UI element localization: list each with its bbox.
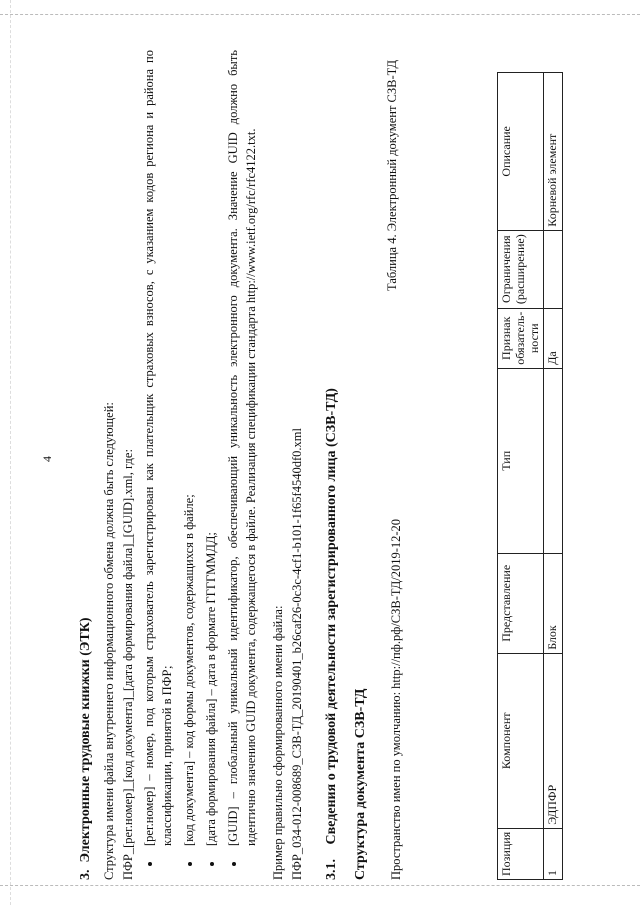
scan-edge-top xyxy=(0,14,640,15)
cell-required: Да xyxy=(544,308,563,368)
bullet-doc-code: • [код документа] – код формы документов, содержащихся в файле; xyxy=(180,50,199,852)
section-3-heading xyxy=(75,50,96,880)
bullet-guid: • [GUID] – глобальный уникальный идентификатор, обеспечивающий уникальность электронного документа. Значение GUID должно быть идентично значению GUID документа, содержащегося в файле. Реализация спецификации стандарта http://www.ietf.org/rfc/rfc4122.txt. xyxy=(224,50,262,852)
header-description: Описание xyxy=(498,73,544,231)
cell-component: ЭДПФР xyxy=(544,653,563,828)
namespace-row xyxy=(384,50,407,880)
example-label: Пример правильно сформированного имени файла: xyxy=(271,605,285,880)
document-structure-table xyxy=(497,72,563,880)
header-representation: Представление xyxy=(498,553,544,653)
cell-restrictions xyxy=(544,230,563,308)
section-3-title: Электронные трудовые книжки (ЭТК) xyxy=(78,617,93,863)
cell-representation: Блок xyxy=(544,553,563,653)
structure-heading: Структура документа СЗВ-ТД xyxy=(352,688,368,880)
header-type: Тип xyxy=(498,368,544,553)
section-3-1-number: 3.1. xyxy=(323,859,339,880)
section-3-1-heading xyxy=(321,50,342,880)
pattern-definitions xyxy=(140,50,262,880)
intro-text: Структура имени файла внутреннего информационного обмена должна быть следующей: xyxy=(102,402,116,880)
cell-position: 1 xyxy=(544,828,563,879)
cell-type xyxy=(544,368,563,553)
table-row xyxy=(544,73,563,880)
section-3-1-title: Сведения о трудовой деятельности зарегистрированного лица (СЗВ-ТД) xyxy=(323,388,339,845)
bullet-reg-number: • [рег.номер] – номер, под которым страхователь зарегистрирован как плательщик страховых взносов, с указанием кодов региона и района по классификации, принятой в ПФР; xyxy=(140,50,178,852)
scan-edge-bottom xyxy=(0,885,640,886)
header-component: Компонент xyxy=(498,653,544,828)
filename-pattern: ПФР_[рег.номер]_[код документа]_[дата формирования файла]_[GUID].xml, где: xyxy=(120,449,135,880)
bullet-date: • [дата формирования файла] – дата в формате ГГГГММДД; xyxy=(202,50,221,852)
header-position: Позиция xyxy=(498,828,544,879)
example-filename: ПФР_034-012-008689_СЗВ-ТД_20190401_b26caf26-0c3c-4cf1-b101-1f65f4540df0.xml xyxy=(289,428,304,880)
scan-edge-left xyxy=(10,0,11,905)
header-restrictions: Ограничения (расширение) xyxy=(498,230,544,308)
cell-description: Корневой элемент xyxy=(544,73,563,231)
table-header-row xyxy=(498,73,544,880)
page-number: 4 xyxy=(40,456,54,462)
section-3-number: 3. xyxy=(78,869,93,880)
table-caption: Таблица 4. Электронный документ СЗВ-ТД xyxy=(384,60,399,291)
header-required: Признак обязатель-ности xyxy=(498,308,544,368)
namespace-text: Пространство имен по умолчанию: http://пф.рф/СЗВ-ТД/2019-12-20 xyxy=(388,518,403,880)
rotated-page xyxy=(40,50,595,880)
